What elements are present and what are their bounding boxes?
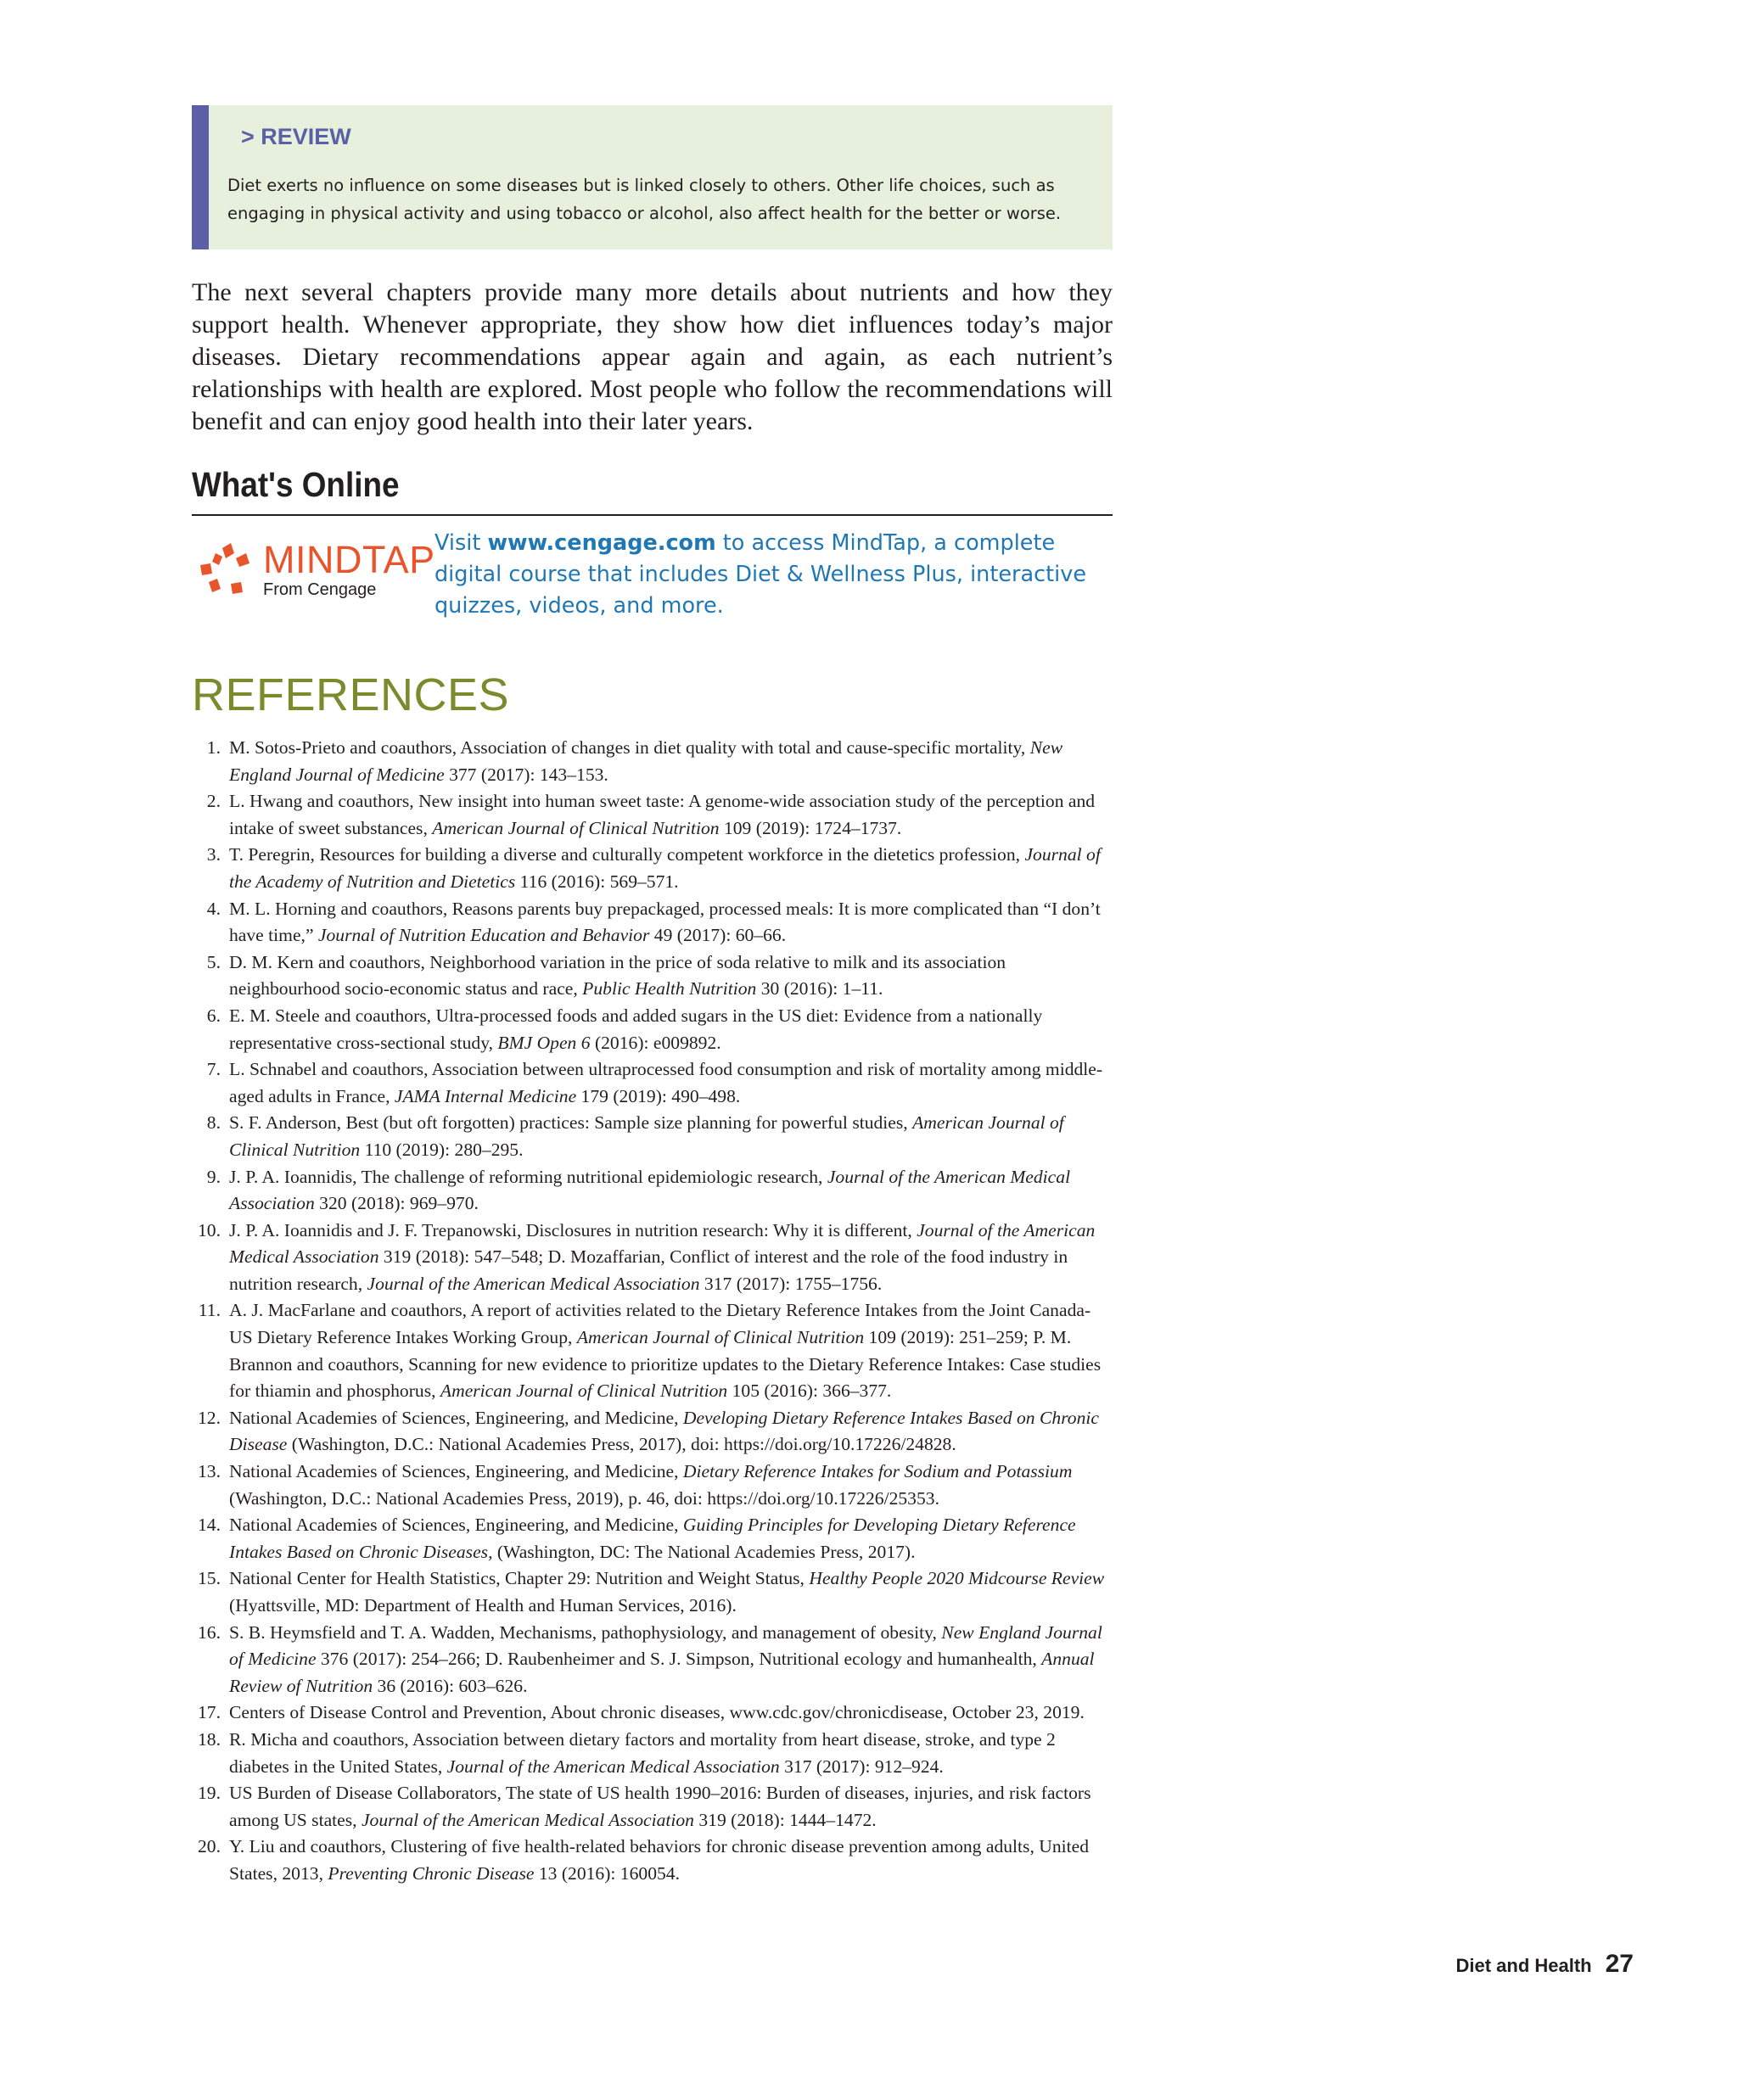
online-text-post: to access MindTap, a complete digital course that includes Diet & Wellness Plus, interactive quizzes, videos, and more. — [434, 530, 1087, 619]
reference-text: 320 (2018): 969–970. — [314, 1193, 479, 1214]
mindtap-subtitle: From Cengage — [263, 580, 377, 599]
reference-text: (2016): e009892. — [590, 1032, 721, 1053]
whats-online-title: What's Online — [192, 465, 400, 504]
reference-text: S. F. Anderson, Best (but oft forgotten) practices: Sample size planning for powerful studies, — [229, 1112, 913, 1134]
reference-text: (Hyattsville, MD: Department of Health and Human Services, 2016). — [229, 1595, 737, 1616]
reference-text: J. P. A. Ioannidis and J. F. Trepanowski, Disclosures in nutrition research: Why it is different, — [229, 1219, 917, 1240]
reference-number: 14. — [198, 1515, 221, 1536]
reference-number: 1. — [206, 737, 221, 758]
reference-text: A. J. MacFarlane and coauthors, A report of activities related to the Dietary Reference Intakes from the Joint Canada-US Dietary Reference Intakes Working Group, — [229, 1300, 1091, 1348]
reference-journal: Healthy People 2020 Midcourse Review — [809, 1568, 1105, 1589]
reference-text: US Burden of Disease Collaborators, The state of US health 1990–2016: Burden of diseases, injuries, and risk factors among US states, — [229, 1783, 1091, 1830]
reference-text: 36 (2016): 603–626. — [373, 1675, 528, 1696]
reference-text: L. Hwang and coauthors, New insight into human sweet taste: A genome-wide association study of the perception and intake of sweet substances, — [229, 791, 1096, 838]
reference-text: 110 (2019): 280–295. — [360, 1139, 524, 1160]
reference-text: J. P. A. Ioannidis, The challenge of reforming nutritional epidemiologic research, — [229, 1166, 827, 1187]
reference-text: 377 (2017): 143–153. — [444, 764, 608, 785]
cengage-link[interactable]: www.cengage.com — [487, 530, 716, 556]
reference-number: 11. — [198, 1300, 221, 1321]
reference-item — [192, 896, 1113, 949]
review-body: Diet exerts no influence on some diseases but is linked closely to others. Other life choices, such as engaging in physical activity and using tobacco or alcohol, also affect health for the better or worse. — [227, 176, 1062, 223]
reference-text: R. Micha and coauthors, Association between dietary factors and mortality from heart disease, stroke, and type 2 diabetes in the United States, — [229, 1728, 1056, 1777]
reference-text: (Washington, D.C.: National Academies Press, 2019), p. 46, doi: https://doi.org/10.17226/25353. — [229, 1487, 939, 1509]
reference-text: T. Peregrin, Resources for building a diverse and culturally competent workforce in the dietetics profession, — [229, 844, 1025, 865]
reference-text: 319 (2018): 1444–1472. — [693, 1809, 877, 1830]
reference-number: 13. — [198, 1461, 221, 1482]
reference-journal: Preventing Chronic Disease — [328, 1862, 535, 1884]
reference-text: 317 (2017): 912–924. — [779, 1756, 944, 1777]
reference-journal: New England Journal of Medicine — [229, 737, 1063, 785]
reference-number: 6. — [206, 1005, 221, 1026]
reference-number: 19. — [198, 1783, 221, 1804]
reference-text: (Washington, D.C.: National Academies Press, 2017), doi: https://doi.org/10.17226/24828. — [287, 1434, 956, 1455]
reference-item — [192, 1780, 1113, 1834]
reference-text: 13 (2016): 160054. — [534, 1862, 680, 1884]
mindtap-wordmark: MINDTAP — [263, 538, 435, 581]
reference-item — [192, 1727, 1113, 1780]
reference-text: 179 (2019): 490–498. — [576, 1085, 741, 1106]
reference-text: D. M. Kern and coauthors, Neighborhood variation in the price of soda relative to milk and its association neighbourhood socio-economic status and race, — [229, 951, 1006, 1000]
reference-journal: Journal of the American Medical Association — [367, 1273, 700, 1294]
reference-number: 7. — [206, 1059, 221, 1080]
reference-item — [192, 949, 1113, 1003]
reference-journal: New England Journal of Medicine — [229, 1621, 1102, 1670]
intro-paragraph: The next several chapters provide many more details about nutrients and how they support health. Whenever appropriate, they show how diet influences today’s major diseases. Dietary recommendations appear again and again, as each nutrient’s relationships with health are explored. Most people who follow the recommendations will benefit and can enjoy good health into their later years. — [192, 278, 1113, 435]
reference-journal: Journal of the Academy of Nutrition and Dietetics — [229, 844, 1101, 892]
reference-number: 12. — [198, 1407, 221, 1428]
reference-journal: American Journal of Clinical Nutrition — [440, 1380, 728, 1402]
reference-item — [192, 1297, 1113, 1404]
reference-journal: Journal of the American Medical Association — [446, 1756, 780, 1777]
reference-journal: Journal of the American Medical Association — [229, 1166, 1071, 1214]
reference-item — [192, 1700, 1113, 1727]
reference-text: Centers of Disease Control and Prevention, About chronic diseases, www.cdc.gov/chronicdisease, October 23, 2019. — [229, 1702, 1085, 1723]
reference-text: National Academies of Sciences, Engineering, and Medicine, — [229, 1515, 683, 1536]
whats-online-text — [434, 528, 1113, 622]
reference-text: (Washington, DC: The National Academies Press, 2017). — [492, 1541, 916, 1562]
reference-journal: Public Health Nutrition — [582, 978, 757, 1000]
reference-item — [192, 1459, 1113, 1512]
online-text-pre: Visit — [434, 530, 488, 556]
reference-journal: American Journal of Clinical Nutrition — [432, 817, 720, 838]
references-title: REFERENCES — [192, 669, 510, 720]
reference-item — [192, 788, 1113, 842]
reference-item — [192, 842, 1113, 895]
review-box — [192, 105, 1113, 249]
reference-text: 376 (2017): 254–266; D. Raubenheimer and S. J. Simpson, Nutritional ecology and humanhealth, — [316, 1649, 1042, 1670]
reference-text: Y. Liu and coauthors, Clustering of five health-related behaviors for chronic disease prevention among adults, United States, 2013, — [229, 1836, 1090, 1884]
reference-item — [192, 1056, 1113, 1110]
reference-number: 10. — [198, 1219, 221, 1240]
reference-text: 109 (2019): 251–259; P. M. Brannon and coauthors, Scanning for new evidence to prioritize updates to the Dietary Reference Intakes: Case studies for thiamin and phosphorus, — [229, 1327, 1102, 1402]
mindtap-logo — [197, 538, 435, 608]
reference-journal: Developing Dietary Reference Intakes Based on Chronic Disease — [229, 1407, 1099, 1455]
reference-text: 109 (2019): 1724–1737. — [719, 817, 902, 838]
reference-text: M. Sotos-Prieto and coauthors, Association of changes in diet quality with total and cause-specific mortality, — [229, 737, 1030, 758]
page-footer — [1455, 1950, 1634, 1979]
reference-text: 317 (2017): 1755–1756. — [699, 1273, 883, 1294]
reference-journal: Dietary Reference Intakes for Sodium and Potassium — [682, 1461, 1073, 1482]
review-heading: > REVIEW — [241, 124, 351, 149]
section-divider — [192, 514, 1113, 516]
reference-item — [192, 1834, 1113, 1887]
reference-text: S. B. Heymsfield and T. A. Wadden, Mechanisms, pathophysiology, and management of obesity, — [229, 1621, 942, 1643]
reference-number: 3. — [206, 844, 221, 865]
reference-journal: American Journal of Clinical Nutrition — [576, 1327, 865, 1348]
references-list — [192, 735, 1113, 1888]
reference-journal: JAMA Internal Medicine — [394, 1085, 577, 1106]
reference-item — [192, 1110, 1113, 1163]
reference-journal: American Journal of Clinical Nutrition — [229, 1112, 1064, 1160]
reference-number: 20. — [198, 1836, 221, 1857]
reference-number: 2. — [206, 791, 221, 812]
reference-number: 18. — [198, 1728, 221, 1750]
reference-item — [192, 1218, 1113, 1298]
reference-journal: Journal of the American Medical Association — [229, 1219, 1096, 1268]
mindtap-burst-icon — [197, 540, 260, 608]
reference-item — [192, 1620, 1113, 1700]
reference-text: 116 (2016): 569–571. — [515, 871, 679, 892]
reference-number: 16. — [198, 1621, 221, 1643]
reference-text: E. M. Steele and coauthors, Ultra-processed foods and added sugars in the US diet: Evidence from a nationally representative cross-sectional study, — [229, 1005, 1043, 1053]
reference-number: 8. — [206, 1112, 221, 1134]
reference-text: 319 (2018): 547–548; D. Mozaffarian, Conflict of interest and the role of the food industry in nutrition research, — [229, 1246, 1068, 1294]
reference-number: 9. — [206, 1166, 221, 1187]
reference-journal: Journal of Nutrition Education and Behavior — [317, 925, 650, 946]
reference-text: National Academies of Sciences, Engineering, and Medicine, — [229, 1461, 683, 1482]
reference-number: 15. — [198, 1568, 221, 1589]
page-number: 27 — [1605, 1950, 1634, 1978]
reference-number: 17. — [198, 1702, 221, 1723]
reference-text: L. Schnabel and coauthors, Association between ultraprocessed food consumption and risk of mortality among middle-aged adults in France, — [229, 1059, 1103, 1106]
reference-number: 5. — [206, 951, 221, 972]
reference-journal: Guiding Principles for Developing Dietary Reference Intakes Based on Chronic Diseases, — [229, 1515, 1076, 1562]
reference-journal: Journal of the American Medical Association — [361, 1809, 694, 1830]
reference-text: M. L. Horning and coauthors, Reasons parents buy prepackaged, processed meals: It is more complicated than “I don’t have time,” — [229, 898, 1101, 946]
reference-text: National Center for Health Statistics, Chapter 29: Nutrition and Weight Status, — [229, 1568, 810, 1589]
reference-journal: Annual Review of Nutrition — [229, 1649, 1095, 1696]
reference-text: 30 (2016): 1–11. — [756, 978, 883, 1000]
reference-item — [192, 1164, 1113, 1218]
reference-text: 49 (2017): 60–66. — [649, 925, 787, 946]
reference-item — [192, 1512, 1113, 1565]
reference-text: 105 (2016): 366–377. — [727, 1380, 892, 1402]
reference-number: 4. — [206, 898, 221, 919]
reference-item — [192, 735, 1113, 788]
reference-text: National Academies of Sciences, Engineering, and Medicine, — [229, 1407, 683, 1428]
reference-item — [192, 1565, 1113, 1619]
reference-journal: BMJ Open 6 — [497, 1032, 591, 1053]
reference-item — [192, 1003, 1113, 1056]
footer-chapter-title: Diet and Health — [1455, 1955, 1592, 1976]
reference-item — [192, 1405, 1113, 1459]
